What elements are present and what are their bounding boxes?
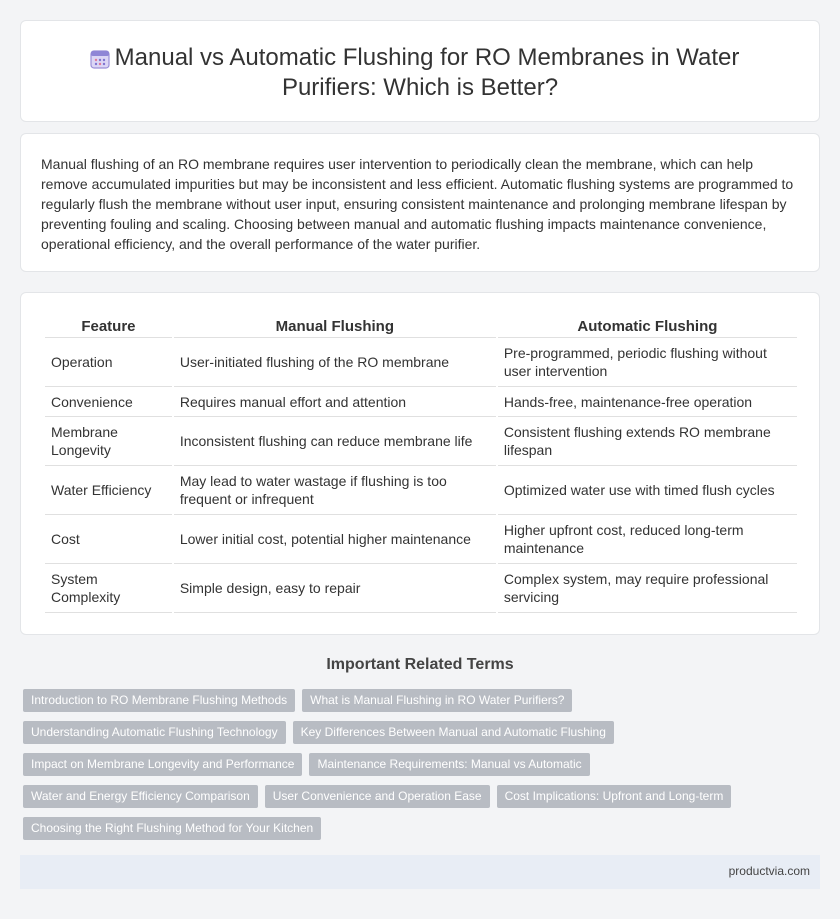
cell-feature: Operation <box>45 338 172 387</box>
related-term-tag[interactable]: Cost Implications: Upfront and Long-term <box>497 785 732 808</box>
related-terms-list <box>23 689 823 849</box>
cell-automatic: Hands-free, maintenance-free operation <box>498 387 797 417</box>
cell-automatic: Pre-programmed, periodic flushing without user intervention <box>498 338 797 387</box>
intro-card <box>20 133 820 272</box>
related-term-tag[interactable]: User Convenience and Operation Ease <box>265 785 490 808</box>
cell-manual: Simple design, easy to repair <box>174 564 496 613</box>
related-term-tag[interactable]: Water and Energy Efficiency Comparison <box>23 785 258 808</box>
related-terms-title: Important Related Terms <box>326 656 514 673</box>
header-feature: Feature <box>45 316 172 338</box>
cell-automatic: Complex system, may require professional servicing <box>498 564 797 613</box>
related-term-tag[interactable]: Impact on Membrane Longevity and Performance <box>23 753 302 776</box>
cell-feature: Water Efficiency <box>45 466 172 515</box>
related-term-tag[interactable]: What is Manual Flushing in RO Water Purifiers? <box>302 689 572 712</box>
cell-manual: Requires manual effort and attention <box>174 387 496 417</box>
cell-manual: May lead to water wastage if flushing is too frequent or infrequent <box>174 466 496 515</box>
header-manual: Manual Flushing <box>174 316 496 338</box>
cell-feature: Cost <box>45 515 172 564</box>
cell-feature: Membrane Longevity <box>45 417 172 466</box>
comparison-card <box>20 292 820 635</box>
footer-site-link[interactable]: productvia.com <box>728 864 810 878</box>
table-row <box>45 387 797 417</box>
comparison-table <box>43 316 799 613</box>
cell-manual: Lower initial cost, potential higher maintenance <box>174 515 496 564</box>
table-row <box>45 564 797 613</box>
table-header-row <box>45 316 797 338</box>
table-row <box>45 417 797 466</box>
table-row <box>45 338 797 387</box>
cell-feature: Convenience <box>45 387 172 417</box>
related-term-tag[interactable]: Choosing the Right Flushing Method for Your Kitchen <box>23 817 321 840</box>
related-term-tag[interactable]: Key Differences Between Manual and Automatic Flushing <box>293 721 614 744</box>
footer <box>20 855 820 889</box>
cell-manual: User-initiated flushing of the RO membrane <box>174 338 496 387</box>
cell-manual: Inconsistent flushing can reduce membrane life <box>174 417 496 466</box>
header-automatic: Automatic Flushing <box>498 316 797 338</box>
title-card <box>20 20 820 122</box>
cell-feature: System Complexity <box>45 564 172 613</box>
page-title: Manual vs Automatic Flushing for RO Membranes in Water Purifiers: Which is Better? <box>114 44 740 101</box>
cell-automatic: Optimized water use with timed flush cycles <box>498 466 797 515</box>
intro-paragraph: Manual flushing of an RO membrane requires user intervention to periodically clean the membrane, which can help remove accumulated impurities but may be inconsistent and less efficient. Automatic flushing systems are programmed to regularly flush the membrane without user input, ensuring consistent maintenance and prolonging membrane lifespan by preventing fouling and scaling. Choosing between manual and automatic flushing impacts maintenance convenience, operational efficiency, and the overall performance of the water purifier. <box>41 156 794 252</box>
related-term-tag[interactable]: Maintenance Requirements: Manual vs Automatic <box>309 753 589 776</box>
table-row <box>45 466 797 515</box>
table-row <box>45 515 797 564</box>
related-term-tag[interactable]: Understanding Automatic Flushing Technology <box>23 721 286 744</box>
related-term-tag[interactable]: Introduction to RO Membrane Flushing Methods <box>23 689 295 712</box>
cell-automatic: Consistent flushing extends RO membrane lifespan <box>498 417 797 466</box>
cell-automatic: Higher upfront cost, reduced long-term maintenance <box>498 515 797 564</box>
